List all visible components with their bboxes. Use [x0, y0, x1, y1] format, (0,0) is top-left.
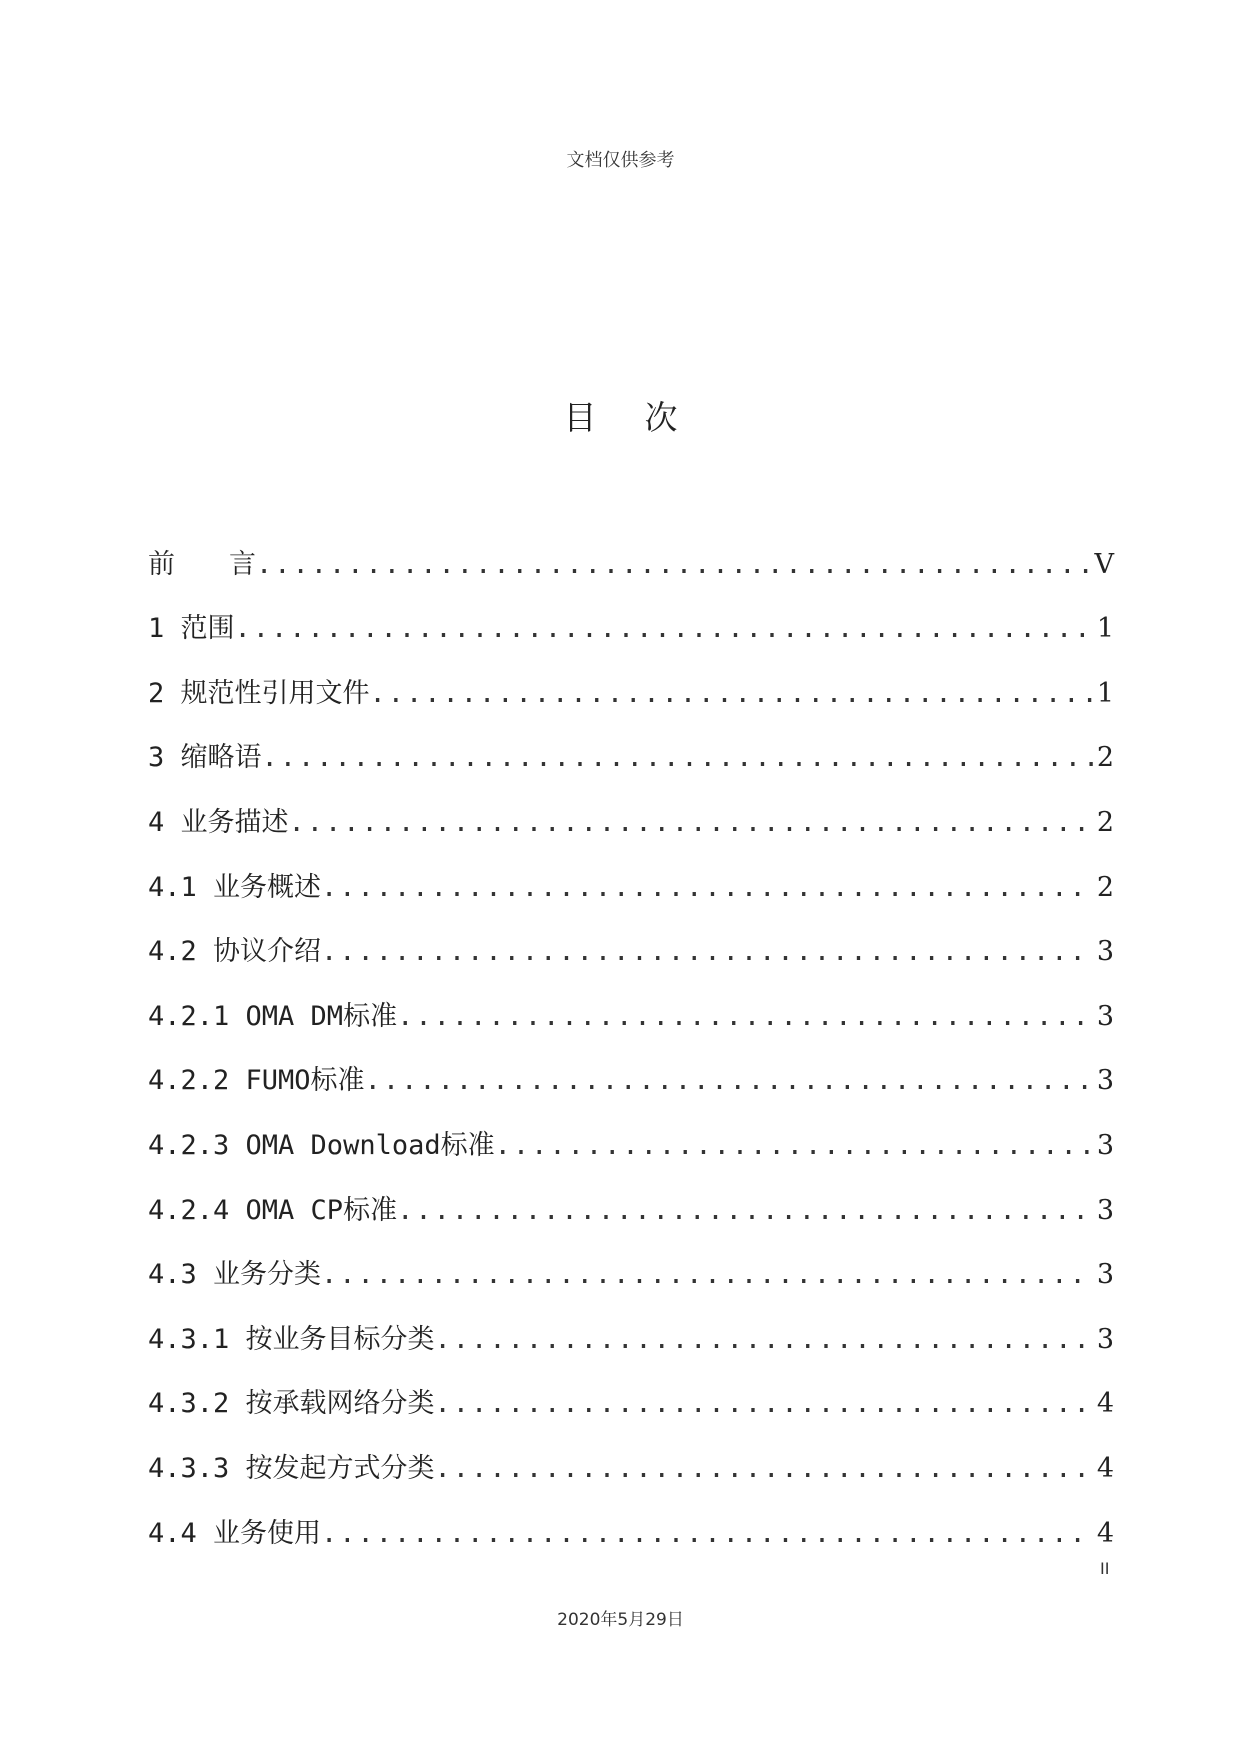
toc-entry-label: 4.3 业务分类	[148, 1259, 322, 1291]
toc-entry-page: 2	[1096, 871, 1114, 903]
toc-entry-page: 1	[1096, 613, 1114, 645]
toc-entry-page: 3	[1096, 936, 1114, 968]
toc-entry-label: 4.4 业务使用	[148, 1517, 322, 1549]
toc-dot-leader	[235, 609, 1093, 649]
table-of-contents	[148, 520, 1114, 1554]
toc-entry-page: 3	[1096, 1129, 1114, 1161]
toc-entry-page: V	[1094, 548, 1114, 580]
toc-entry-label: 4.3.2 按承载网络分类	[148, 1388, 435, 1420]
toc-entry-4-2-4[interactable]	[148, 1166, 1114, 1231]
toc-entry-1[interactable]	[148, 585, 1114, 650]
toc-dot-leader	[397, 997, 1093, 1037]
toc-entry-label: 4.2.4 OMA CP标准	[148, 1194, 398, 1226]
toc-dot-leader	[321, 932, 1093, 972]
toc-dot-leader	[262, 738, 1093, 778]
toc-entry-page: 3	[1096, 1065, 1114, 1097]
toc-entry-2[interactable]	[148, 649, 1114, 714]
toc-entry-label: 4.3.1 按业务目标分类	[148, 1323, 435, 1355]
header-note: 文档仅供参考	[566, 150, 675, 171]
toc-entry-label: 4.2.3 OMA Download标准	[148, 1129, 495, 1161]
toc-dot-leader	[256, 545, 1091, 585]
toc-dot-leader	[289, 803, 1093, 843]
toc-dot-leader	[321, 868, 1093, 908]
toc-entry-4-3[interactable]	[148, 1231, 1114, 1296]
footer-date: 2020年5月29日	[557, 1610, 684, 1630]
toc-entry-page: 4	[1096, 1452, 1114, 1484]
toc-entry-4-2-1[interactable]	[148, 972, 1114, 1037]
toc-entry-page: 4	[1096, 1517, 1114, 1549]
toc-entry-4-2[interactable]	[148, 908, 1114, 973]
page-number: II	[1100, 1559, 1110, 1578]
toc-dot-leader	[321, 1514, 1093, 1554]
toc-entry-page: 2	[1096, 806, 1114, 838]
toc-title: 目次	[563, 398, 726, 437]
toc-entry-label: 4.1 业务概述	[148, 871, 322, 903]
toc-entry-page: 4	[1096, 1388, 1114, 1420]
toc-dot-leader	[435, 1384, 1093, 1424]
toc-entry-page: 3	[1096, 1323, 1114, 1355]
toc-entry-page: 3	[1096, 1000, 1114, 1032]
toc-entry-4-3-2[interactable]	[148, 1360, 1114, 1425]
toc-entry-4-1[interactable]	[148, 843, 1114, 908]
toc-dot-leader	[397, 1191, 1093, 1231]
toc-entry-label: 4.2.2 FUMO标准	[148, 1065, 365, 1097]
toc-dot-leader	[495, 1126, 1093, 1166]
toc-dot-leader	[435, 1320, 1093, 1360]
toc-dot-leader	[321, 1255, 1093, 1295]
toc-dot-leader	[435, 1449, 1093, 1489]
toc-entry-label: 4.2.1 OMA DM标准	[148, 1000, 398, 1032]
toc-entry-label: 3 缩略语	[148, 742, 262, 774]
toc-entry-label: 4.2 协议介绍	[148, 936, 322, 968]
toc-entry-page: 3	[1096, 1194, 1114, 1226]
toc-entry-4-2-3[interactable]	[148, 1101, 1114, 1166]
toc-entry-preface[interactable]	[148, 520, 1114, 585]
toc-entry-page: 3	[1096, 1259, 1114, 1291]
toc-entry-label: 4 业务描述	[148, 806, 289, 838]
toc-entry-label: 前 言	[148, 548, 256, 580]
toc-entry-4-3-1[interactable]	[148, 1295, 1114, 1360]
toc-entry-label: 4.3.3 按发起方式分类	[148, 1452, 435, 1484]
toc-entry-label: 2 规范性引用文件	[148, 677, 370, 709]
toc-entry-4[interactable]	[148, 778, 1114, 843]
toc-entry-4-2-2[interactable]	[148, 1037, 1114, 1102]
toc-entry-label: 1 范围	[148, 613, 235, 645]
toc-dot-leader	[370, 674, 1093, 714]
toc-entry-3[interactable]	[148, 714, 1114, 779]
toc-dot-leader	[365, 1061, 1093, 1101]
toc-entry-4-4[interactable]	[148, 1489, 1114, 1554]
toc-entry-page: 1	[1096, 677, 1114, 709]
toc-entry-page: 2	[1096, 742, 1114, 774]
toc-entry-4-3-3[interactable]	[148, 1424, 1114, 1489]
